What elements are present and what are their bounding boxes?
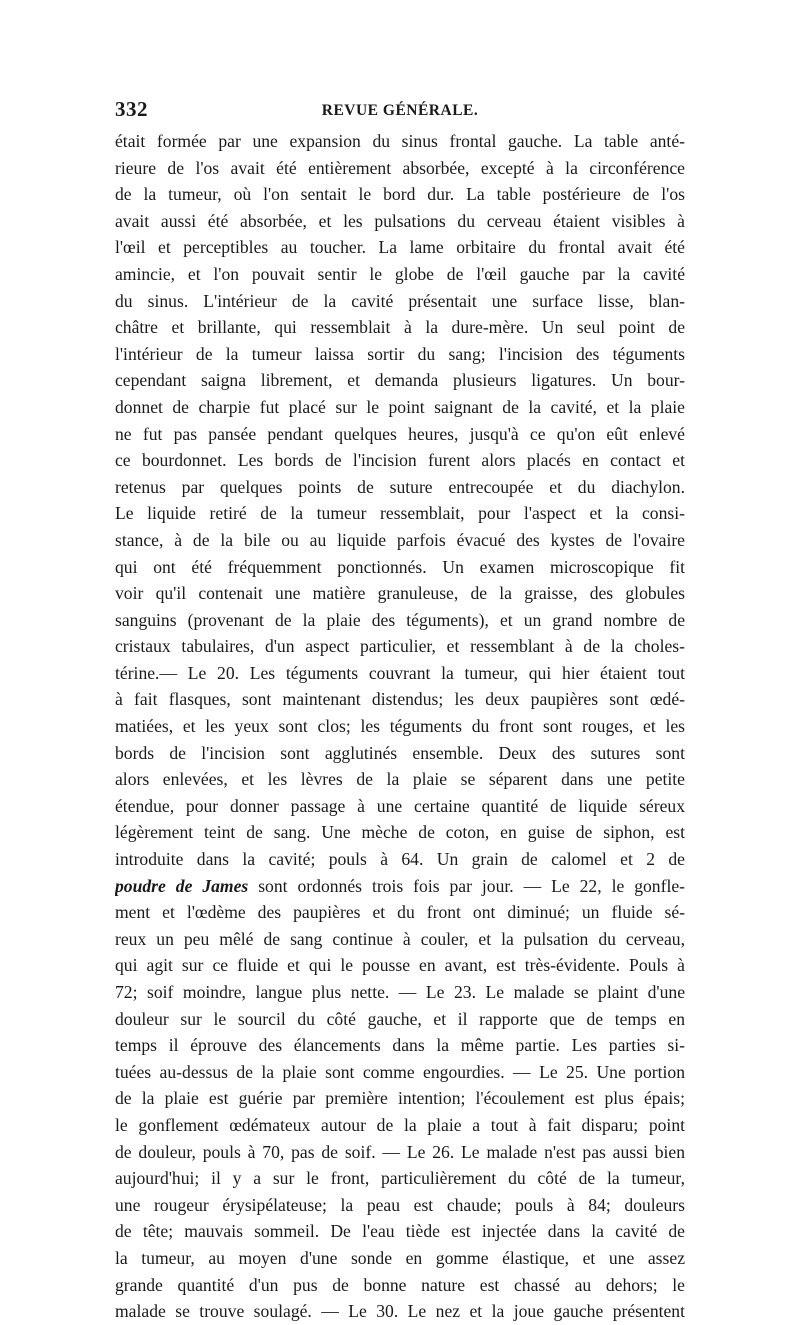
- italic-phrase: poudre de James: [115, 875, 249, 896]
- text-line: avait aussi été absorbée, et les pulsations du cerveau étaient visibles à: [115, 210, 685, 231]
- text-line: du sinus. L'intérieur de la cavité présentait une surface lisse, blan-: [115, 290, 685, 311]
- text-line: malade se trouve soulagé. — Le 30. Le nez et la joue gauche présentent: [115, 1301, 685, 1322]
- text-line: légèrement teint de sang. Une mèche de coton, en guise de siphon, est: [115, 822, 685, 843]
- text-line: stance, à de la bile ou au liquide parfois évacué des kystes de l'ovaire: [115, 529, 685, 550]
- text-line: ment et l'œdème des paupières et du front ont diminué; un fluide sé-: [115, 902, 685, 923]
- text-line: qui ont été fréquemment ponctionnés. Un examen microscopique fit: [115, 556, 685, 577]
- text-line: l'intérieur de la tumeur laissa sortir du sang; l'incision des téguments: [115, 343, 685, 364]
- body-text: [115, 128, 685, 1325]
- text-line: retenus par quelques points de suture entrecoupée et du diachylon.: [115, 476, 685, 497]
- text-line-italic: [115, 873, 685, 900]
- text-line: de tête; mauvais sommeil. De l'eau tiède est injectée dans la cavité de: [115, 1221, 685, 1242]
- page-number: 332: [115, 97, 148, 121]
- text-line: de douleur, pouls à 70, pas de soif. — Le 26. Le malade n'est pas aussi bien: [115, 1141, 685, 1162]
- text-line: douleur sur le sourcil du côté gauche, et il rapporte que de temps en: [115, 1008, 685, 1029]
- text-line: bords de l'incision sont agglutinés ensemble. Deux des sutures sont: [115, 742, 685, 763]
- running-title: REVUE GÉNÉRALE.: [321, 102, 479, 119]
- text-line: temps il éprouve des élancements dans la même partie. Les parties si-: [115, 1035, 685, 1056]
- text-line: cependant saigna librement, et demanda plusieurs ligatures. Un bour-: [115, 370, 685, 391]
- text-line: rieure de l'os avait été entièrement absorbée, excepté à la circonférence: [115, 157, 685, 178]
- text-line: une rougeur érysipélateuse; la peau est chaude; pouls à 84; douleurs: [115, 1194, 685, 1215]
- text-line: ce bourdonnet. Les bords de l'incision furent alors placés en contact et: [115, 450, 685, 471]
- text-line-rest: ordonnés trois fois par jour. — Le 22, le gonfle-: [297, 875, 685, 896]
- text-line: donnet de charpie fut placé sur le point saignant de la cavité, et la plaie: [115, 396, 685, 417]
- text-line: grande quantité d'un pus de bonne nature est chassé au dehors; le: [115, 1274, 685, 1295]
- text-line: matiées, et les yeux sont clos; les téguments du front sont rouges, et les: [115, 716, 685, 737]
- text-line: sanguins (provenant de la plaie des téguments), et un grand nombre de: [115, 609, 685, 630]
- text-line: le gonflement œdémateux autour de la plaie a tout à fait disparu; point: [115, 1114, 685, 1135]
- text-line: de la plaie est guérie par première intention; l'écoulement est plus épais;: [115, 1088, 685, 1109]
- text-line: à fait flasques, sont maintenant distendus; les deux paupières sont œdé-: [115, 689, 685, 710]
- text-line: qui agit sur ce fluide et qui le pousse en avant, est très-évidente. Pouls à: [115, 955, 685, 976]
- text-line: alors enlevées, et les lèvres de la plaie se séparent dans une petite: [115, 769, 685, 790]
- text-line: châtre et brillante, qui ressemblait à la dure-mère. Un seul point de: [115, 317, 685, 338]
- text-line: l'œil et perceptibles au toucher. La lame orbitaire du frontal avait été: [115, 237, 685, 258]
- text-line: amincie, et l'on pouvait sentir le globe de l'œil gauche par la cavité: [115, 263, 685, 284]
- text-line: tuées au-dessus de la plaie sont comme engourdies. — Le 25. Une portion: [115, 1061, 685, 1082]
- text-line: aujourd'hui; il y a sur le front, particulièrement du côté de la tumeur,: [115, 1168, 685, 1189]
- text-line: Le liquide retiré de la tumeur ressemblait, pour l'aspect et la consi-: [115, 503, 685, 524]
- text-line: reux un peu mêlé de sang continue à couler, et la pulsation du cerveau,: [115, 928, 685, 949]
- text-line: étendue, pour donner passage à une certaine quantité de liquide séreux: [115, 795, 685, 816]
- italic-line-suffix: sont: [248, 875, 288, 896]
- text-line: 72; soif moindre, langue plus nette. — Le 23. Le malade se plaint d'une: [115, 982, 685, 1002]
- text-line: de la tumeur, où l'on sentait le bord dur. La table postérieure de l'os: [115, 184, 685, 205]
- text-line: cristaux tabulaires, d'un aspect particulier, et ressemblant à de la choles-: [115, 636, 685, 657]
- text-line: était formée par une expansion du sinus frontal gauche. La table anté-: [115, 131, 685, 151]
- text-line: térine.— Le 20. Les téguments couvrant la tumeur, qui hier étaient tout: [115, 662, 685, 683]
- text-line: voir qu'il contenait une matière granuleuse, de la graisse, des globules: [115, 583, 685, 604]
- text-line: introduite dans la cavité; pouls à 64. Un grain de calomel et 2 de: [115, 849, 685, 870]
- text-line: ne fut pas pansée pendant quelques heures, jusqu'à ce qu'on eût enlevé: [115, 423, 685, 444]
- text-line: la tumeur, au moyen d'une sonde en gomme élastique, et une assez: [115, 1247, 685, 1268]
